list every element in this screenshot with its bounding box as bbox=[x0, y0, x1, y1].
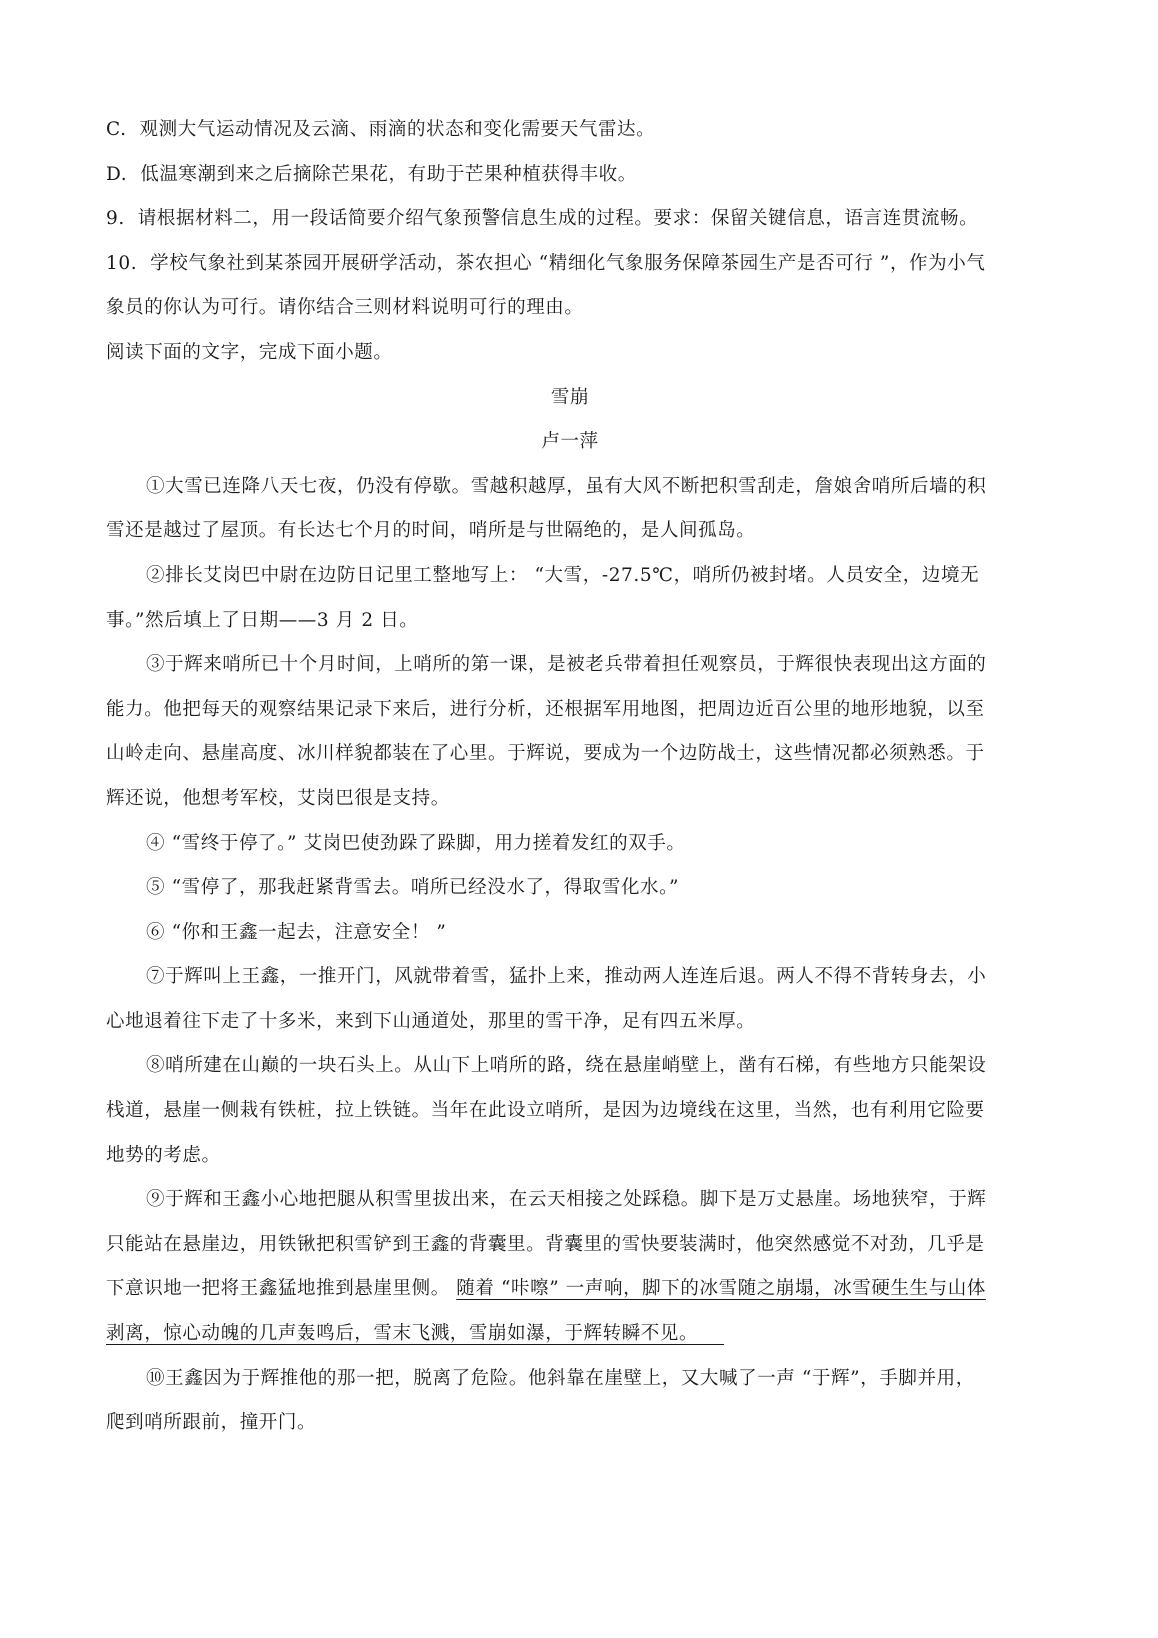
paragraph-line: ⑨于辉和王鑫小心地把腿从积雪里拔出来，在云天相接之处踩稳。脚下是万丈悬崖。场地狭窄，于辉 bbox=[146, 1189, 987, 1211]
question-10-line-1: 10. 学校气象社到某茶园开展研学活动，茶农担心 “精细化气象服务保障茶园生产是否可行 ”，作为小气 bbox=[106, 252, 986, 274]
question-10-line-2: 象员的你认为可行。请你结合三则材料说明可行的理由。 bbox=[106, 297, 584, 319]
question-9: 9. 请根据材料二，用一段话简要介绍气象预警信息生成的过程。要求：保留关键信息，语言连贯流畅。 bbox=[106, 208, 979, 230]
paragraph-7 bbox=[106, 955, 1054, 1044]
paragraph-8 bbox=[106, 1044, 1054, 1178]
question-option-d: D. 低温寒潮到来之后摘除芒果花，有助于芒果种植获得丰收。 bbox=[106, 163, 637, 185]
question-option-c: C. 观测大气运动情况及云滴、雨滴的状态和变化需要天气雷达。 bbox=[106, 119, 656, 140]
paragraph-10 bbox=[106, 1357, 1054, 1446]
underlined-sentence: 随着 “咔嚓” 一声响，脚下的冰雪随之崩塌，冰雪硬生生与山体 bbox=[456, 1278, 986, 1300]
paragraph-line: 爬到哨所跟前，撞开门。 bbox=[106, 1412, 317, 1434]
article-author: 卢一萍 bbox=[541, 431, 599, 453]
paragraph-line: 心地退着往下走了十多米，来到下山通道处，那里的雪干净，足有四五米厚。 bbox=[106, 1010, 756, 1032]
paragraph-line: ①大雪已连降八天七夜，仍没有停歇。雪越积越厚，虽有大风不断把积雪刮走，詹娘舍哨所后墙的积 bbox=[146, 475, 987, 497]
paragraph-line: ⑧哨所建在山巅的一块石头上。从山下上哨所的路，绕在悬崖峭壁上，凿有石梯，有些地方只能架设 bbox=[146, 1055, 987, 1077]
paragraph-line: ②排长艾岗巴中尉在边防日记里工整地写上： “大雪，-27.5℃，哨所仍被封堵。人员安全，边境无 bbox=[146, 564, 980, 586]
paragraph-1 bbox=[106, 465, 1054, 554]
paragraph-line: 山岭走向、悬崖高度、冰川样貌都装在了心里。于辉说，要成为一个边防战士，这些情况都必须熟悉。于 bbox=[106, 743, 985, 765]
paragraph-line: 事。”然后填上了日期——3 月 2 日。 bbox=[106, 609, 419, 631]
document-content bbox=[106, 108, 1054, 1446]
paragraph-2 bbox=[106, 554, 1054, 643]
paragraph-line: 只能站在悬崖边，用铁锹把积雪铲到王鑫的背囊里。背囊里的雪快要装满时，他突然感觉不对劲，几乎是 bbox=[106, 1233, 985, 1255]
paragraph-line: ③于辉来哨所已十个月时间，上哨所的第一课，是被老兵带着担任观察员，于辉很快表现出这方面的 bbox=[146, 654, 987, 676]
article-title: 雪崩 bbox=[550, 386, 590, 408]
paragraph-line: 栈道，悬崖一侧栽有铁桩，拉上铁链。当年在此设立哨所，是因为边境线在这里，当然，也有利用它险要 bbox=[106, 1100, 985, 1122]
underlined-sentence: 剥离，惊心动魄的几声轰鸣后，雪末飞溅，雪崩如瀑，于辉转瞬不见。 bbox=[106, 1323, 725, 1345]
paragraph-line: 雪还是越过了屋顶。有长达七个月的时间，哨所是与世隔绝的，是人间孤岛。 bbox=[106, 520, 756, 542]
paragraph-text: 下意识地一把将王鑫猛地推到悬崖里侧。 bbox=[106, 1278, 457, 1300]
paragraph-6: ⑥ “你和王鑫一起去，注意安全！ ” bbox=[146, 921, 447, 943]
paragraph-line: 辉还说，他想考军校，艾岗巴很是支持。 bbox=[106, 787, 450, 809]
paragraph-9 bbox=[106, 1178, 1054, 1356]
paragraph-5: ⑤ “雪停了，那我赶紧背雪去。哨所已经没水了，得取雪化水。” bbox=[146, 877, 680, 899]
paragraph-4: ④ “雪终于停了。” 艾岗巴使劲跺了跺脚，用力搓着发红的双手。 bbox=[146, 832, 686, 854]
reading-instruction: 阅读下面的文字，完成下面小题。 bbox=[106, 341, 393, 363]
paragraph-line: 能力。他把每天的观察结果记录下来后，进行分析，还根据军用地图，把周边近百公里的地形地貌，以至 bbox=[106, 698, 985, 720]
paragraph-line: ⑩王鑫因为于辉推他的那一把，脱离了危险。他斜靠在崖壁上，又大喊了一声 “于辉”，手脚并用， bbox=[146, 1367, 975, 1389]
paragraph-line: 地势的考虑。 bbox=[106, 1144, 221, 1166]
paragraph-3 bbox=[106, 643, 1054, 821]
paragraph-line bbox=[106, 1312, 1054, 1357]
paragraph-line bbox=[106, 1267, 1054, 1312]
paragraph-line: ⑦于辉叫上王鑫，一推开门，风就带着雪，猛扑上来，推动两人连连后退。两人不得不背转身去，小 bbox=[146, 966, 987, 988]
